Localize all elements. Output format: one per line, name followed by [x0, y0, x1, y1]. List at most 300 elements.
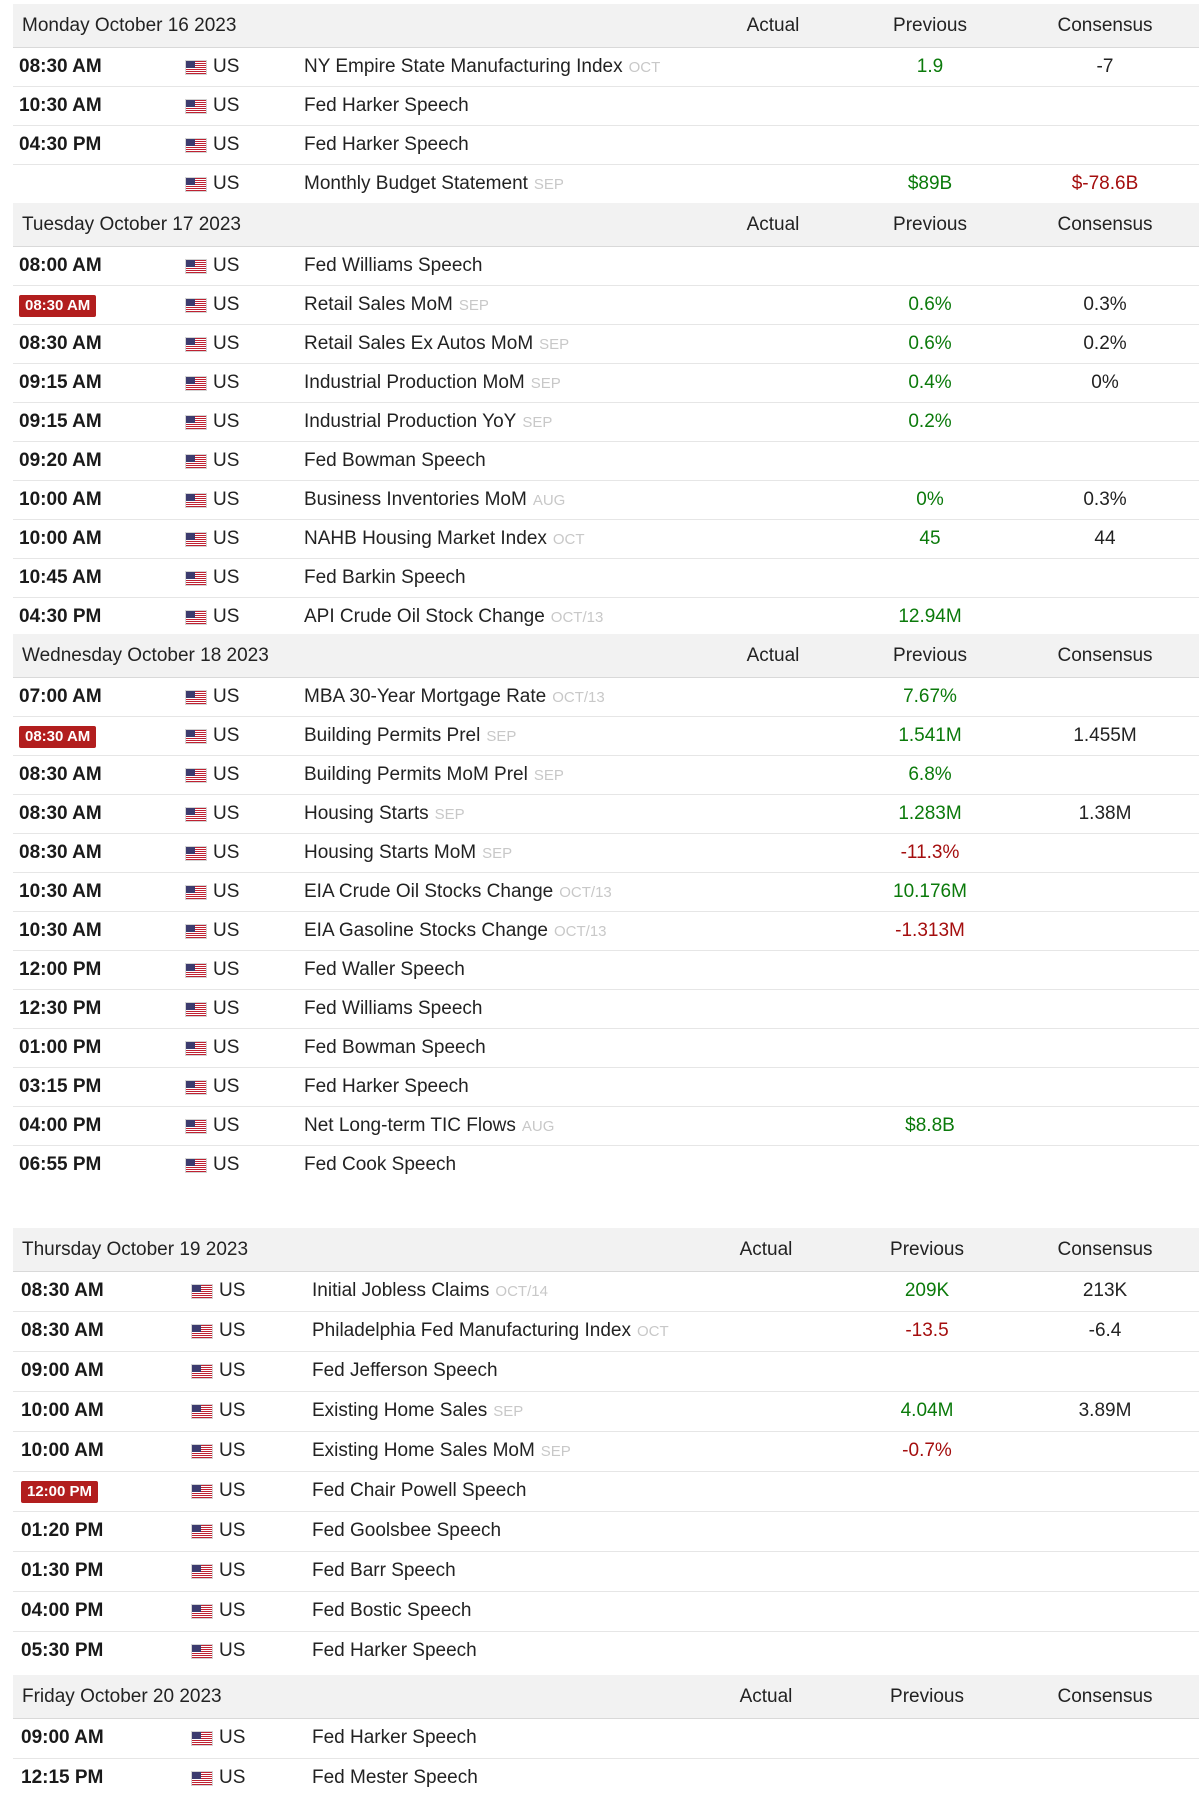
event-row[interactable]	[13, 990, 1199, 1029]
event-name-link[interactable]: Business Inventories MoM	[304, 489, 527, 510]
event-country	[191, 1759, 245, 1797]
event-time: 01:00 PM	[19, 1037, 102, 1058]
event-country	[185, 873, 239, 911]
event-period: SEP	[458, 297, 489, 314]
country-code: US	[213, 56, 240, 77]
event-name-link[interactable]: Initial Jobless Claims	[312, 1280, 490, 1301]
event-cell	[312, 1592, 471, 1630]
event-previous-value: 0.2%	[908, 411, 952, 432]
event-previous-value: 0.6%	[908, 294, 952, 315]
column-previous-label: Previous	[890, 1686, 964, 1707]
event-cell	[304, 990, 482, 1028]
event-consensus-value: $-78.6B	[1071, 173, 1139, 194]
event-period: SEP	[533, 176, 564, 193]
event-time: 08:30 AM	[19, 764, 102, 785]
event-cell	[304, 126, 469, 164]
country-code: US	[213, 959, 240, 980]
country-code: US	[213, 842, 240, 863]
country-code: US	[219, 1600, 246, 1621]
event-name-link[interactable]: Fed Waller Speech	[304, 959, 465, 980]
event-cell	[304, 442, 486, 480]
event-time: 09:00 AM	[21, 1360, 104, 1381]
event-country	[191, 1512, 245, 1550]
event-row[interactable]	[13, 442, 1199, 481]
column-actual-label: Actual	[746, 214, 800, 235]
us-flag-icon	[185, 1158, 207, 1173]
event-name-link[interactable]: Fed Harker Speech	[312, 1727, 477, 1748]
event-row[interactable]	[13, 1759, 1199, 1798]
event-list	[13, 247, 1199, 636]
us-flag-icon	[185, 807, 207, 822]
event-country	[185, 756, 239, 794]
event-time: 12:00 PM	[19, 959, 102, 980]
column-actual-label: Actual	[739, 1686, 793, 1707]
country-code: US	[213, 450, 240, 471]
event-row[interactable]	[13, 247, 1199, 286]
day-section-tuesday	[13, 203, 1199, 636]
event-row[interactable]	[13, 951, 1199, 990]
event-row[interactable]	[13, 1432, 1199, 1472]
event-row[interactable]	[13, 126, 1199, 165]
country-code: US	[213, 606, 240, 627]
event-consensus-value: 0%	[1091, 372, 1119, 393]
event-cell	[304, 364, 561, 403]
country-code: US	[213, 998, 240, 1019]
country-code: US	[219, 1440, 246, 1461]
country-code: US	[213, 881, 240, 902]
event-time: 04:30 PM	[19, 606, 102, 627]
event-name-link[interactable]: Fed Barr Speech	[312, 1560, 456, 1581]
event-row[interactable]	[13, 834, 1199, 873]
event-previous-value: 10.176M	[893, 881, 967, 902]
event-period: SEP	[540, 1443, 571, 1460]
event-consensus-value: -7	[1096, 56, 1114, 77]
event-row[interactable]	[13, 1592, 1199, 1632]
country-code: US	[219, 1320, 246, 1341]
event-time: 09:15 AM	[19, 411, 102, 432]
event-country	[185, 442, 239, 480]
event-time: 06:55 PM	[19, 1154, 102, 1175]
column-actual-label: Actual	[746, 15, 800, 36]
column-actual-label: Actual	[739, 1239, 793, 1260]
event-country	[185, 126, 239, 164]
column-consensus-label: Consensus	[1057, 15, 1153, 36]
event-row[interactable]	[13, 520, 1199, 559]
event-name-link[interactable]: Industrial Production MoM	[304, 372, 525, 393]
event-time: 10:30 AM	[19, 920, 102, 941]
event-name-link[interactable]: Fed Cook Speech	[304, 1154, 457, 1175]
event-cell	[312, 1392, 523, 1431]
country-code: US	[213, 333, 240, 354]
us-flag-icon	[191, 1364, 213, 1379]
us-flag-icon	[185, 493, 207, 508]
event-country	[191, 1592, 245, 1630]
event-name-link[interactable]: Fed Harker Speech	[304, 95, 469, 116]
event-name-link[interactable]: Retail Sales MoM	[304, 294, 453, 315]
us-flag-icon	[191, 1564, 213, 1579]
event-previous-value: -11.3%	[900, 842, 960, 863]
event-name-link[interactable]: API Crude Oil Stock Change	[304, 606, 545, 627]
event-time: 08:30 AM	[19, 803, 102, 824]
us-flag-icon	[185, 571, 207, 586]
event-previous-value: 45	[919, 528, 941, 549]
event-time: 12:30 PM	[19, 998, 102, 1019]
event-time-highlighted: 08:30 AM	[19, 295, 96, 317]
country-code: US	[213, 1037, 240, 1058]
day-title: Wednesday October 18 2023	[22, 645, 269, 666]
us-flag-icon	[191, 1731, 213, 1746]
country-code: US	[219, 1360, 246, 1381]
event-name-link[interactable]: Fed Chair Powell Speech	[312, 1480, 527, 1501]
event-country	[185, 286, 239, 324]
event-cell	[304, 325, 569, 364]
event-previous-value: 6.8%	[908, 764, 952, 785]
event-time: 08:30 AM	[19, 56, 102, 77]
us-flag-icon	[185, 885, 207, 900]
event-row[interactable]	[13, 1472, 1199, 1512]
event-row[interactable]	[13, 48, 1199, 87]
event-country	[191, 1472, 245, 1510]
us-flag-icon	[185, 963, 207, 978]
event-cell	[304, 717, 516, 756]
event-time: 08:00 AM	[19, 255, 102, 276]
event-period: SEP	[493, 1403, 524, 1420]
event-time: 04:00 PM	[21, 1600, 104, 1621]
us-flag-icon	[185, 610, 207, 625]
event-time: 09:00 AM	[21, 1727, 104, 1748]
country-code: US	[213, 255, 240, 276]
event-name-link[interactable]: MBA 30-Year Mortgage Rate	[304, 686, 547, 707]
us-flag-icon	[185, 729, 207, 744]
column-consensus-label: Consensus	[1057, 214, 1153, 235]
us-flag-icon	[191, 1444, 213, 1459]
event-consensus-value: 0.3%	[1083, 294, 1127, 315]
event-row[interactable]	[13, 598, 1199, 636]
event-row[interactable]	[13, 717, 1199, 756]
event-name-link[interactable]: Fed Harker Speech	[312, 1640, 477, 1661]
event-row[interactable]	[13, 403, 1199, 442]
event-period: SEP	[533, 767, 564, 784]
event-name-link[interactable]: Fed Williams Speech	[304, 255, 483, 276]
country-code: US	[219, 1520, 246, 1541]
day-title: Friday October 20 2023	[22, 1686, 222, 1707]
event-country	[191, 1272, 245, 1310]
event-cell	[304, 1068, 469, 1106]
event-cell	[304, 403, 552, 442]
event-name-link[interactable]: Fed Harker Speech	[304, 1076, 469, 1097]
event-name-link[interactable]: Existing Home Sales	[312, 1400, 488, 1421]
event-row[interactable]	[13, 1512, 1199, 1552]
event-name-link[interactable]: Fed Harker Speech	[304, 134, 469, 155]
event-name-link[interactable]: Existing Home Sales MoM	[312, 1440, 535, 1461]
event-country	[185, 834, 239, 872]
country-code: US	[219, 1280, 246, 1301]
event-cell	[312, 1719, 477, 1757]
column-previous-label: Previous	[893, 15, 967, 36]
event-time-highlighted: 12:00 PM	[21, 1481, 98, 1503]
event-name-link[interactable]: Fed Bowman Speech	[304, 450, 486, 471]
event-previous-value: 4.04M	[900, 1400, 954, 1421]
us-flag-icon	[191, 1771, 213, 1786]
country-code: US	[213, 294, 240, 315]
event-row[interactable]	[13, 1272, 1199, 1312]
country-code: US	[213, 134, 240, 155]
event-cell	[304, 873, 612, 912]
event-country	[185, 481, 239, 519]
country-code: US	[213, 567, 240, 588]
event-name-link[interactable]: Industrial Production YoY	[304, 411, 517, 432]
event-row[interactable]	[13, 1029, 1199, 1068]
event-period: OCT	[636, 1323, 669, 1340]
event-time: 07:00 AM	[19, 686, 102, 707]
us-flag-icon	[185, 337, 207, 352]
event-cell	[312, 1432, 571, 1471]
event-previous-value: 1.541M	[898, 725, 962, 746]
event-row[interactable]	[13, 795, 1199, 834]
event-time: 04:00 PM	[19, 1115, 102, 1136]
event-list	[13, 1272, 1199, 1671]
event-row[interactable]	[13, 325, 1199, 364]
event-country	[185, 520, 239, 558]
event-row[interactable]	[13, 1107, 1199, 1146]
event-name-link[interactable]: Fed Bowman Speech	[304, 1037, 486, 1058]
event-name-link[interactable]: Housing Starts	[304, 803, 429, 824]
event-name-link[interactable]: EIA Gasoline Stocks Change	[304, 920, 548, 941]
event-previous-value: $89B	[907, 173, 953, 194]
us-flag-icon	[185, 259, 207, 274]
event-cell	[304, 951, 465, 989]
event-cell	[304, 481, 565, 520]
event-name-link[interactable]: Building Permits Prel	[304, 725, 481, 746]
event-country	[185, 795, 239, 833]
column-consensus-label: Consensus	[1057, 1686, 1153, 1707]
event-name-link[interactable]: Housing Starts MoM	[304, 842, 477, 863]
country-code: US	[213, 95, 240, 116]
event-consensus-value: -6.4	[1088, 1320, 1122, 1341]
event-time: 10:00 AM	[19, 489, 102, 510]
event-period: AUG	[532, 492, 566, 509]
country-code: US	[213, 528, 240, 549]
event-cell	[312, 1512, 501, 1550]
event-name-link[interactable]: Fed Goolsbee Speech	[312, 1520, 502, 1541]
event-period: SEP	[522, 414, 553, 431]
event-country	[185, 1029, 239, 1067]
event-country	[191, 1352, 245, 1390]
event-time: 08:30 AM	[21, 1280, 104, 1301]
event-period: OCT/14	[495, 1283, 548, 1300]
country-code: US	[213, 1154, 240, 1175]
event-name-link[interactable]: Fed Williams Speech	[304, 998, 483, 1019]
event-name-link[interactable]: Fed Jefferson Speech	[312, 1360, 498, 1381]
country-code: US	[213, 725, 240, 746]
event-cell	[312, 1472, 526, 1510]
event-row[interactable]	[13, 165, 1199, 203]
event-cell	[312, 1312, 669, 1351]
event-previous-value: 1.283M	[898, 803, 962, 824]
event-country	[185, 165, 239, 203]
event-list	[13, 1719, 1199, 1798]
country-code: US	[219, 1640, 246, 1661]
us-flag-icon	[185, 376, 207, 391]
event-name-link[interactable]: Fed Barkin Speech	[304, 567, 466, 588]
event-name-link[interactable]: Philadelphia Fed Manufacturing Index	[312, 1320, 631, 1341]
us-flag-icon	[191, 1644, 213, 1659]
day-header	[13, 203, 1199, 247]
event-period: OCT/13	[553, 923, 607, 940]
event-row[interactable]	[13, 678, 1199, 717]
event-time: 10:00 AM	[21, 1440, 104, 1461]
event-cell	[312, 1272, 548, 1311]
event-row[interactable]	[13, 481, 1199, 520]
event-name-link[interactable]: NAHB Housing Market Index	[304, 528, 547, 549]
us-flag-icon	[185, 177, 207, 192]
event-country	[185, 912, 239, 950]
event-row[interactable]	[13, 1068, 1199, 1107]
us-flag-icon	[185, 846, 207, 861]
event-row[interactable]	[13, 1632, 1199, 1671]
day-header	[13, 634, 1199, 678]
event-row[interactable]	[13, 1719, 1199, 1759]
country-code: US	[219, 1767, 246, 1788]
event-consensus-value: 213K	[1082, 1280, 1128, 1301]
event-country	[191, 1312, 245, 1350]
event-consensus-value: 0.3%	[1083, 489, 1127, 510]
event-country	[191, 1552, 245, 1590]
event-country	[185, 1146, 239, 1184]
us-flag-icon	[185, 690, 207, 705]
event-country	[191, 1719, 245, 1757]
country-code: US	[219, 1480, 246, 1501]
event-cell	[304, 559, 466, 597]
us-flag-icon	[191, 1604, 213, 1619]
event-previous-value: 12.94M	[898, 606, 962, 627]
event-time: 10:00 AM	[21, 1400, 104, 1421]
event-country	[185, 364, 239, 402]
event-consensus-value: 3.89M	[1078, 1400, 1132, 1421]
country-code: US	[213, 1115, 240, 1136]
us-flag-icon	[185, 1119, 207, 1134]
event-time: 09:15 AM	[19, 372, 102, 393]
event-row[interactable]	[13, 1312, 1199, 1352]
us-flag-icon	[185, 298, 207, 313]
us-flag-icon	[185, 99, 207, 114]
country-code: US	[213, 686, 240, 707]
event-period: SEP	[539, 336, 570, 353]
event-row[interactable]	[13, 1392, 1199, 1432]
event-row[interactable]	[13, 559, 1199, 598]
event-previous-value: -13.5	[905, 1320, 949, 1341]
event-cell	[304, 795, 465, 834]
event-period: OCT	[628, 59, 661, 76]
event-name-link[interactable]: Retail Sales Ex Autos MoM	[304, 333, 534, 354]
event-cell	[304, 1107, 554, 1146]
event-period: AUG	[521, 1118, 555, 1135]
us-flag-icon	[185, 60, 207, 75]
event-cell	[304, 678, 605, 717]
day-section-thursday	[13, 1228, 1199, 1671]
event-time: 10:30 AM	[19, 881, 102, 902]
event-cell	[312, 1352, 498, 1390]
column-consensus-label: Consensus	[1057, 645, 1153, 666]
event-row[interactable]	[13, 1552, 1199, 1592]
event-time: 12:15 PM	[21, 1767, 104, 1788]
event-time: 08:30 AM	[21, 1320, 104, 1341]
us-flag-icon	[191, 1324, 213, 1339]
event-cell	[312, 1552, 456, 1590]
event-row[interactable]	[13, 912, 1199, 951]
event-period: SEP	[482, 845, 513, 862]
event-previous-value: -1.313M	[895, 920, 965, 941]
us-flag-icon	[185, 415, 207, 430]
event-name-link[interactable]: NY Empire State Manufacturing Index	[304, 56, 623, 77]
us-flag-icon	[185, 454, 207, 469]
event-name-link[interactable]: EIA Crude Oil Stocks Change	[304, 881, 554, 902]
event-time: 10:30 AM	[19, 95, 102, 116]
event-row[interactable]	[13, 1352, 1199, 1392]
day-header	[13, 1675, 1199, 1719]
country-code: US	[213, 411, 240, 432]
country-code: US	[213, 764, 240, 785]
event-country	[185, 87, 239, 125]
event-period: OCT/13	[552, 689, 605, 706]
event-cell	[304, 247, 482, 285]
event-name-link[interactable]: Building Permits MoM Prel	[304, 764, 528, 785]
us-flag-icon	[185, 532, 207, 547]
event-cell	[304, 286, 489, 325]
day-header	[13, 4, 1199, 48]
event-country	[185, 403, 239, 441]
event-name-link[interactable]: Monthly Budget Statement	[304, 173, 528, 194]
event-row[interactable]	[13, 1146, 1199, 1184]
country-code: US	[219, 1560, 246, 1581]
event-name-link[interactable]: Fed Bostic Speech	[312, 1600, 472, 1621]
event-cell	[304, 48, 660, 87]
country-code: US	[213, 372, 240, 393]
event-country	[185, 1068, 239, 1106]
event-time: 08:30 AM	[19, 333, 102, 354]
event-row[interactable]	[13, 873, 1199, 912]
event-period: OCT/13	[559, 884, 612, 901]
day-section-monday	[13, 4, 1199, 203]
event-previous-value: -0.7%	[902, 1440, 952, 1461]
event-name-link[interactable]: Net Long-term TIC Flows	[304, 1115, 516, 1136]
event-row[interactable]	[13, 286, 1199, 325]
event-consensus-value: 0.2%	[1083, 333, 1127, 354]
event-row[interactable]	[13, 756, 1199, 795]
event-list	[13, 678, 1199, 1184]
day-header	[13, 1228, 1199, 1272]
event-time: 08:30 AM	[19, 842, 102, 863]
event-country	[185, 1107, 239, 1145]
event-country	[185, 48, 239, 86]
event-country	[185, 325, 239, 363]
event-country	[185, 247, 239, 285]
column-consensus-label: Consensus	[1057, 1239, 1153, 1260]
us-flag-icon	[191, 1484, 213, 1499]
day-section-wednesday	[13, 634, 1199, 1184]
event-row[interactable]	[13, 364, 1199, 403]
event-row[interactable]	[13, 87, 1199, 126]
column-previous-label: Previous	[890, 1239, 964, 1260]
us-flag-icon	[185, 1041, 207, 1056]
day-title: Tuesday October 17 2023	[22, 214, 241, 235]
event-cell	[304, 598, 603, 637]
event-name-link[interactable]: Fed Mester Speech	[312, 1767, 478, 1788]
event-time: 01:30 PM	[21, 1560, 104, 1581]
event-cell	[304, 756, 564, 795]
event-previous-value: 209K	[904, 1280, 950, 1301]
event-country	[191, 1392, 245, 1430]
